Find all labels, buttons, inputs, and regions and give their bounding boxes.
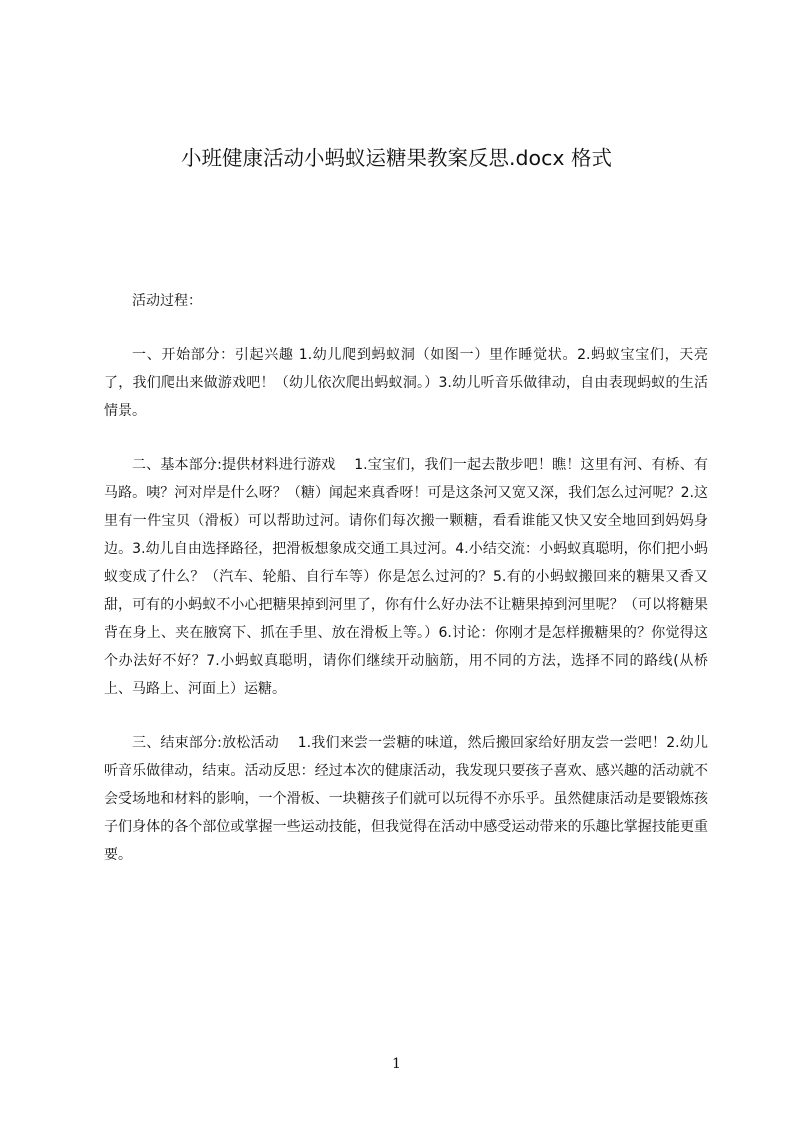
paragraph-gap [104, 703, 708, 729]
paragraph-gap [104, 315, 708, 341]
paragraph-basic-part: 二、基本部分:提供材料进行游戏 1.宝宝们，我们一起去散步吧！瞧！这里有河、有桥、有马路。咦？河对岸是什么呀？（糖）闻起来真香呀！可是这条河又宽又深，我们怎么过河呢？2.这里有一件宝贝（滑板）可以帮助过河。请你们每次搬一颗糖，看看谁能又快又安全地回到妈妈身边。3.幼儿自由选择路径，把滑板想象成交通工具过河。4.小结交流：小蚂蚁真聪明，你们把小蚂蚁变成了什么？（汽车、轮船、自行车等）你是怎么过河的？5.有的小蚂蚁搬回来的糖果又香又甜，可有的小蚂蚁不小心把糖果掉到河里了，你有什么好办法不让糖果掉到河里呢？（可以将糖果背在身上、夹在腋窝下、抓在手里、放在滑板上等。）6.讨论：你刚才是怎样搬糖果的？你觉得这个办法好不好？7.小蚂蚁真聪明，请你们继续开动脑筋，用不同的方法，选择不同的路线(从桥上、马路上、河面上）运糖。 [104, 457, 708, 697]
document-body [104, 287, 708, 869]
paragraph-opening-part: 一、开始部分：引起兴趣 1.幼儿爬到蚂蚁洞（如图一）里作睡觉状。2.蚂蚁宝宝们，天亮了，我们爬出来做游戏吧！（幼儿依次爬出蚂蚁洞。）3.幼儿听音乐做律动，自由表现蚂蚁的生活情景。 [104, 347, 708, 419]
paragraph-gap [104, 425, 708, 451]
paragraph-activity-process: 活动过程： [132, 293, 202, 309]
paragraph-closing-part: 三、结束部分:放松活动 1.我们来尝一尝糖的味道，然后搬回家给好朋友尝一尝吧！2.幼儿听音乐做律动，结束。活动反思：经过本次的健康活动，我发现只要孩子喜欢、感兴趣的活动就不会受场地和材料的影响，一个滑板、一块糖孩子们就可以玩得不亦乐乎。虽然健康活动是要锻炼孩子们身体的各个部位或掌握一些运动技能，但我觉得在活动中感受运动带来的乐趣比掌握技能更重要。 [104, 735, 708, 863]
document-title: 小班健康活动小蚂蚁运糖果教案反思.docx 格式 [181, 146, 612, 170]
page-number: 1 [392, 1056, 401, 1072]
